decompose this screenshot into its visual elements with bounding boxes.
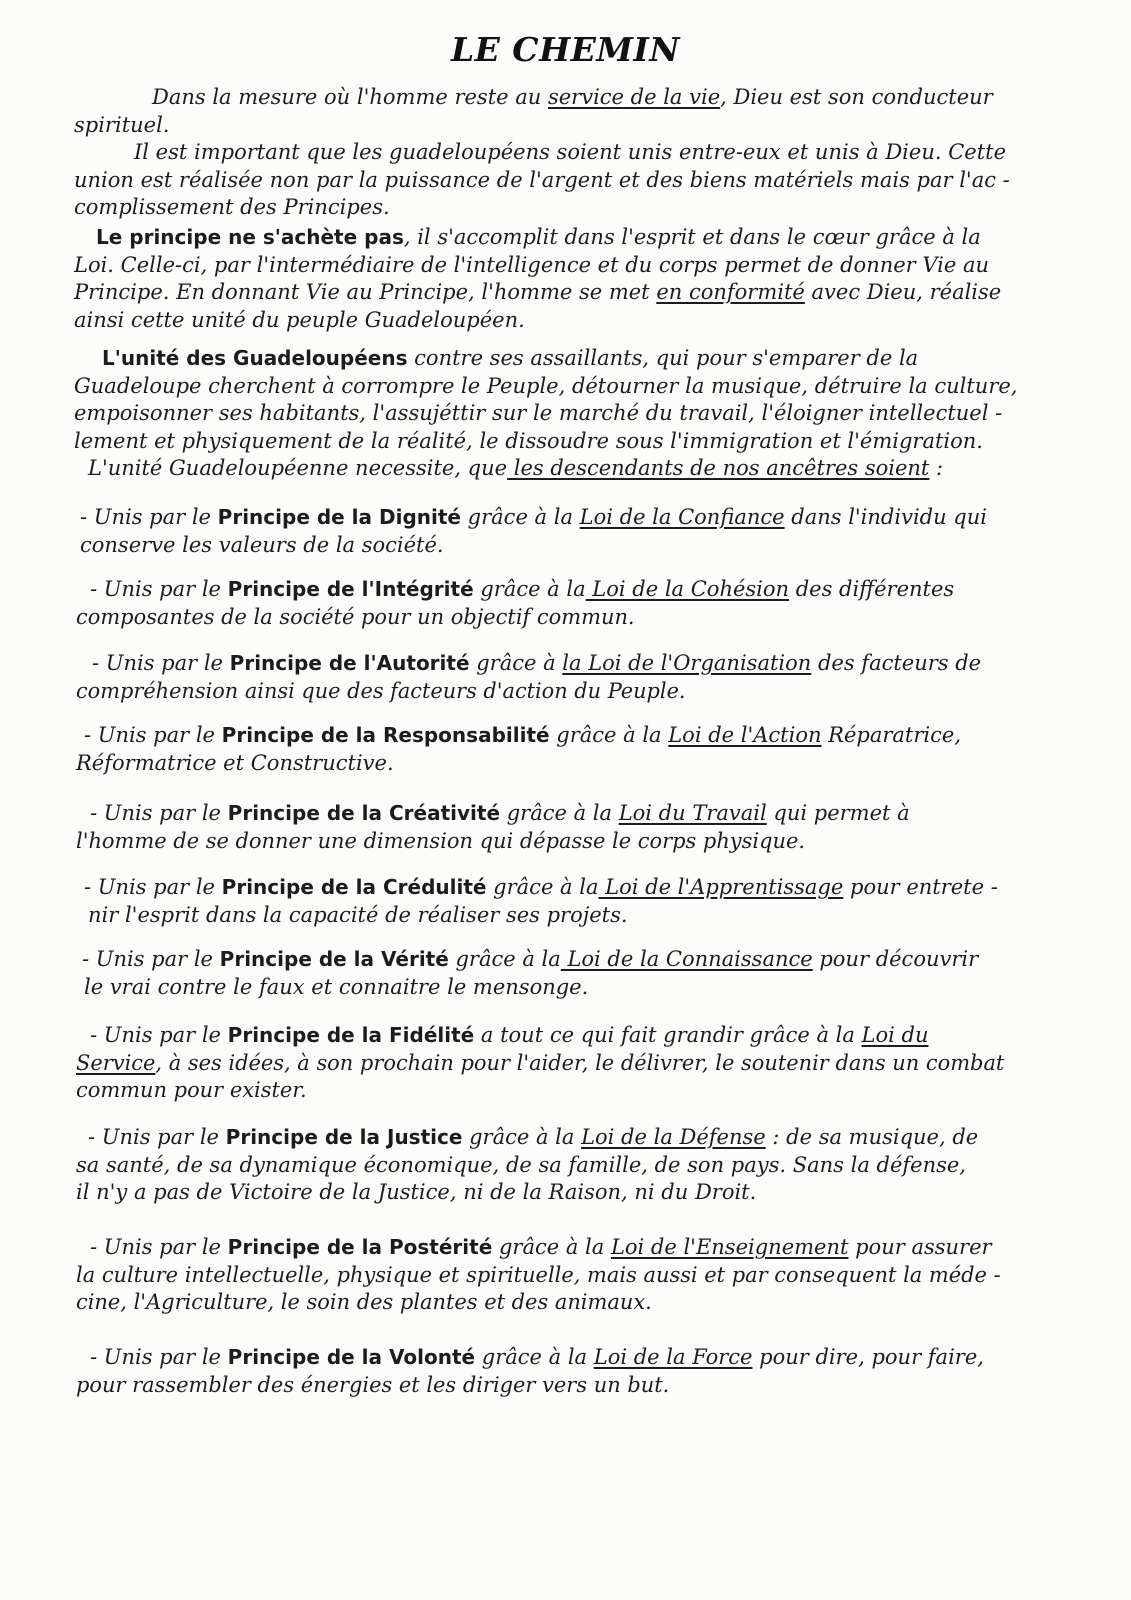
law-name: Loi du (861, 1023, 929, 1047)
law-name: Loi de la Connaissance (560, 947, 813, 971)
text: contre ses assaillants, qui pour s'emparer de la (407, 346, 919, 370)
principle-name: Principe de la Justice (225, 1125, 463, 1149)
text: Réformatrice et Constructive. (76, 750, 394, 775)
text: grâce à la (500, 801, 619, 825)
text: sa santé, de sa dynamique économique, de sa famille, de son pays. Sans la défense, (76, 1152, 966, 1177)
text: il n'y a pas de Victoire de la Justice, ni de la Raison, ni du Droit. (76, 1180, 757, 1204)
law-name: Loi du Travail (618, 801, 767, 825)
text: Réparatrice, (821, 723, 961, 747)
principle-name: Principe de l'Autorité (229, 651, 470, 675)
page-title: LE CHEMIN (450, 30, 681, 69)
text: - Unis par le (88, 1125, 226, 1149)
list-item (84, 874, 1074, 929)
underlined-phrase: service de la vie (547, 85, 721, 109)
text: - Unis par le (92, 651, 230, 675)
text: - Unis par le (90, 801, 228, 825)
bold-phrase: Le principe ne s'achète pas (96, 225, 404, 249)
principle-name: Principe de la Crédulité (221, 875, 487, 899)
text: des différentes (789, 577, 955, 601)
text: - Unis par le (82, 947, 220, 971)
text: grâce à (469, 651, 563, 675)
text: cine, l'Agriculture, le soin des plantes et des animaux. (76, 1290, 652, 1314)
list-item-justice (76, 1124, 1078, 1207)
list-item (76, 650, 1082, 705)
text: pour découvrir (812, 947, 979, 971)
text: composantes de la société pour un objectif commun. (76, 604, 635, 629)
paragraph-intro (74, 84, 1064, 139)
text: dans l'individu qui (784, 505, 987, 529)
text: grâce à la (475, 1345, 594, 1369)
paragraph-unity (74, 139, 1064, 222)
text: Il est important que les guadeloupéens soient unis entre-eux et unis à Dieu. Cette (134, 140, 1007, 164)
principle-name: Principe de la Vérité (219, 947, 449, 971)
text: l'homme de se donner une dimension qui dépasse le corps physique. (76, 828, 806, 853)
text: a tout ce qui fait grandir grâce à la (474, 1023, 862, 1047)
text: grâce à la (462, 1125, 582, 1149)
underlined-phrase: les descendants de nos ancêtres soient (507, 456, 930, 480)
text: , Dieu est son conducteur (720, 85, 993, 109)
text: - Unis par le (84, 723, 222, 747)
text: Guadeloupe cherchent à corrompre le Peuple, détourner la musique, détruire la culture, (74, 373, 1018, 398)
text: : (929, 456, 944, 480)
text: complissement des Principes. (74, 195, 390, 219)
text: la culture intellectuelle, physique et spirituelle, mais aussi et par consequent la méde - (76, 1262, 1001, 1287)
text: pour dire, pour faire, (752, 1345, 984, 1369)
text: avec Dieu, réalise (804, 280, 1002, 304)
law-name: la Loi de l'Organisation (562, 651, 812, 675)
text: conserve les valeurs de la société. (80, 532, 444, 557)
list-item (76, 800, 1080, 855)
text: nir l'esprit dans la capacité de réaliser ses projets. (88, 902, 628, 927)
bold-phrase: L'unité des Guadeloupéens (102, 346, 408, 370)
text: qui permet à (766, 801, 910, 825)
text: - Unis par le (84, 875, 222, 899)
list-item (80, 504, 1070, 559)
text: grâce à la (461, 505, 580, 529)
principle-name: Principe de la Dignité (217, 505, 461, 529)
principle-name: Principe de la Fidélité (227, 1023, 475, 1047)
list-item (76, 576, 1080, 631)
text: , il s'accomplit dans l'esprit et dans le cœur grâce à la (403, 225, 981, 249)
text: - Unis par le (90, 1235, 228, 1259)
text: grâce à la (448, 947, 561, 971)
principle-name: Principe de la Postérité (227, 1235, 493, 1259)
law-name: Loi de la Cohésion (585, 577, 790, 601)
law-name: Loi de l'Apprentissage (598, 875, 844, 899)
text: - Unis par le (90, 577, 228, 601)
text: lement et physiquement de la réalité, le dissoudre sous l'immigration et l'émigration. (74, 428, 983, 453)
text: pour entrete - (843, 875, 998, 899)
list-item (76, 722, 1074, 777)
text: - Unis par le (90, 1345, 228, 1369)
text: le vrai contre le faux et connaitre le mensonge. (84, 974, 589, 999)
principle-name: Principe de l'Intégrité (227, 577, 474, 601)
paragraph-principle (74, 224, 1064, 334)
law-name: Loi de l'Action (668, 723, 822, 747)
law-name: Service (76, 1050, 156, 1075)
text: spirituel. (74, 112, 170, 137)
law-name: Loi de l'Enseignement (610, 1235, 849, 1259)
principle-name: Principe de la Responsabilité (221, 723, 550, 747)
text: grâce à la (549, 723, 669, 747)
text: ainsi cette unité du peuple Guadeloupéen. (74, 307, 525, 332)
underlined-phrase: en conformité (656, 280, 805, 304)
paragraph-assailants (74, 345, 1064, 483)
text: grâce à la (486, 875, 599, 899)
text: grâce à la (473, 577, 586, 601)
text: union est réalisée non par la puissance de l'argent et des biens matériels mais par l'ac - (74, 167, 1010, 192)
text: Principe. En donnant Vie au Principe, l'homme se met (74, 280, 657, 304)
text: Dans la mesure où l'homme reste au (152, 85, 548, 109)
list-item-fidelite (76, 1022, 1080, 1105)
law-name: Loi de la Force (593, 1345, 753, 1369)
text: - Unis par le (80, 505, 218, 529)
law-name: Loi de la Défense (581, 1125, 766, 1149)
text: pour assurer (848, 1235, 992, 1259)
principle-name: Principe de la Créativité (227, 801, 501, 825)
text: empoisonner ses habitants, l'assujéttir sur le marché du travail, l'éloigner intellectuel - (74, 401, 1003, 425)
text: compréhension ainsi que des facteurs d'action du Peuple. (76, 678, 686, 703)
list-item-posterite (76, 1234, 1080, 1317)
text: grâce à la (492, 1235, 611, 1259)
law-name: Loi de la Confiance (579, 505, 785, 529)
text: commun pour exister. (76, 1078, 307, 1102)
text: - Unis par le (90, 1023, 228, 1047)
text: pour rassembler des énergies et les diriger vers un but. (76, 1372, 670, 1397)
text: L'unité Guadeloupéenne necessite, que (88, 456, 508, 480)
list-item (82, 946, 1072, 1001)
text: Loi. Celle-ci, par l'intermédiaire de l'intelligence et du corps permet de donner Vie au (74, 252, 990, 277)
text: , à ses idées, à son prochain pour l'aider, le délivrer, le soutenir dans un combat (155, 1050, 1005, 1075)
text: : de sa musique, de (765, 1125, 979, 1149)
principle-name: Principe de la Volonté (227, 1345, 476, 1369)
text: des facteurs de (811, 651, 982, 675)
list-item-volonte (76, 1344, 1080, 1399)
